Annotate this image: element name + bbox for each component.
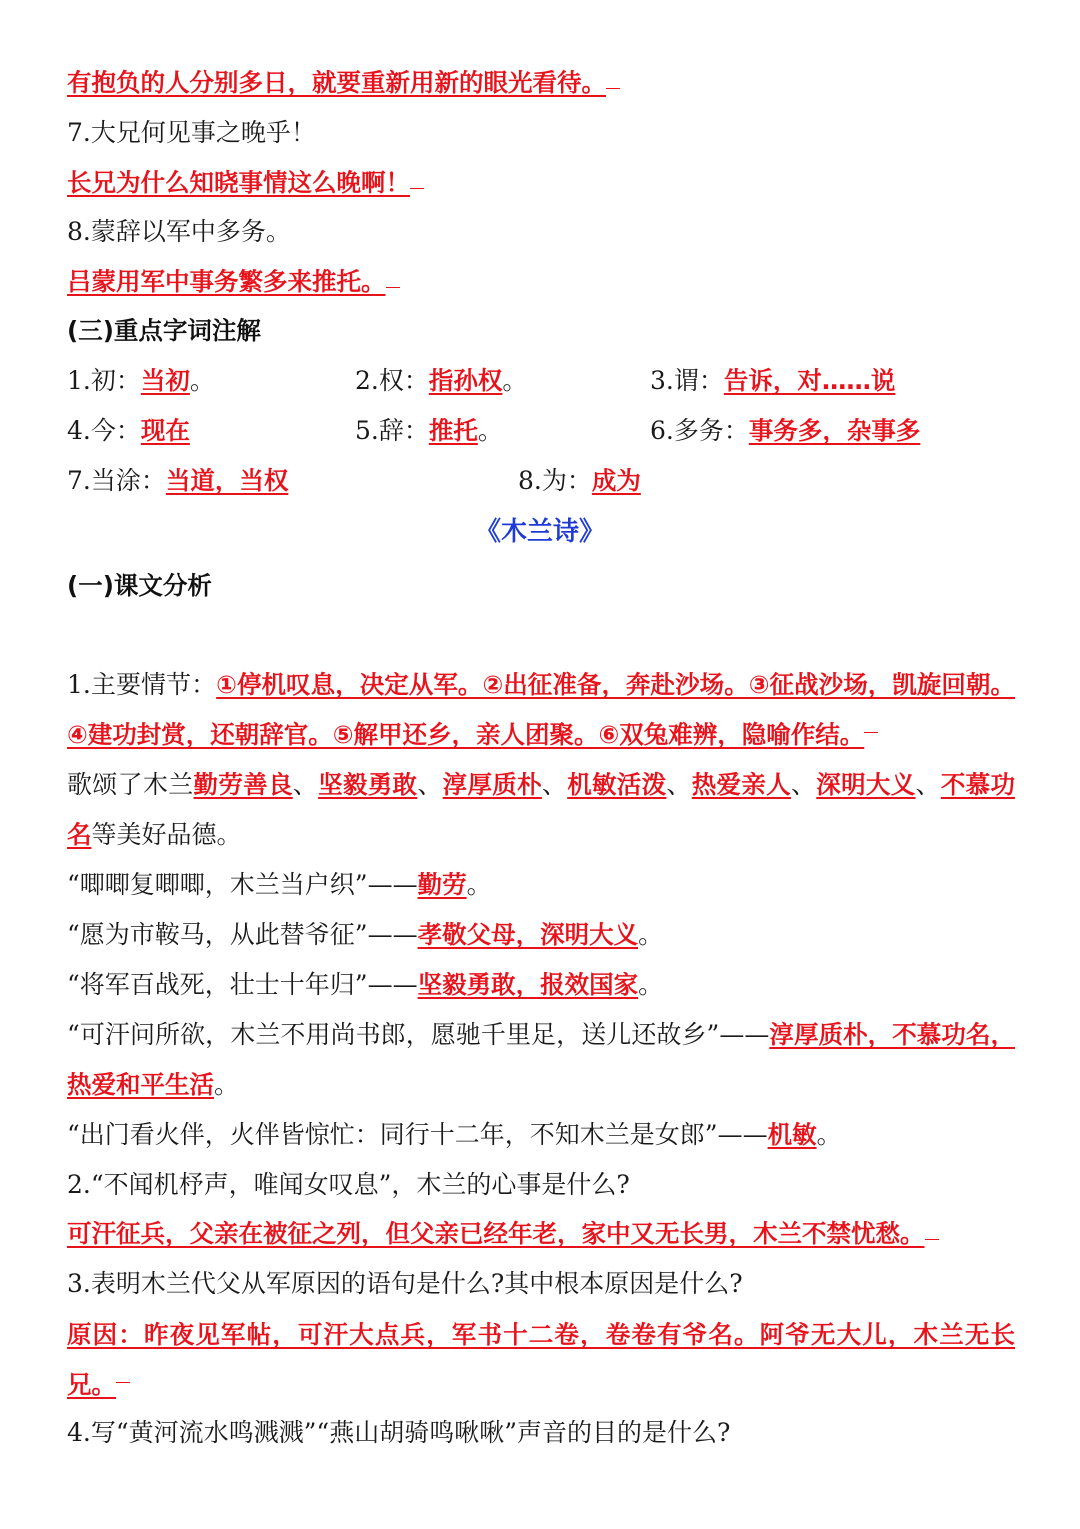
glossary-meaning: 当道，当权 bbox=[165, 466, 289, 495]
quote-text: “愿为市鞍马，从此替爷征”—— bbox=[67, 920, 418, 949]
separator: 、 bbox=[915, 770, 941, 799]
answer-7 bbox=[67, 166, 424, 200]
glossary-meaning: 指孙权 bbox=[428, 366, 503, 395]
underline-tail bbox=[606, 66, 620, 89]
question-7: 7.大兄何见事之晚乎！ bbox=[67, 118, 316, 147]
section-heading-glossary: (三)重点字词注解 bbox=[67, 316, 261, 345]
quote-end: 。 bbox=[638, 970, 664, 999]
glossary-meaning: 告诉，对……说 bbox=[723, 366, 896, 395]
plot-text: ①停机叹息，决定从军。②出征准备，奔赴沙场。③征战沙场，凯旋回朝。④建功封赏，还朝辞官。⑤解甲还乡，亲人团聚。⑥双兔难辨，隐喻作结。 bbox=[67, 670, 1015, 749]
glossary-item bbox=[518, 464, 641, 498]
trait: 淳厚质朴 bbox=[442, 770, 542, 799]
trait: 深明大义 bbox=[816, 770, 916, 799]
answer-text: 可汗征兵，父亲在被征之列，但父亲已经年老，家中又无长男，木兰不禁忧愁。 bbox=[67, 1219, 925, 1248]
glossary-item bbox=[67, 414, 190, 448]
separator: 、 bbox=[666, 770, 692, 799]
plot-paragraph bbox=[67, 660, 1015, 760]
question-3: 3.表明木兰代父从军原因的语句是什么?其中根本原因是什么? bbox=[67, 1269, 743, 1298]
glossary-item bbox=[650, 414, 920, 448]
answer-text: 吕蒙用军中事务繁多来推托。 bbox=[67, 267, 386, 296]
underline-tail bbox=[925, 1217, 939, 1240]
quote-answer: 坚毅勇敢，报效国家 bbox=[417, 970, 639, 999]
underline-tail bbox=[116, 1360, 130, 1383]
answer-8 bbox=[67, 265, 400, 299]
glossary-meaning: 推托 bbox=[428, 416, 478, 445]
glossary-item bbox=[67, 364, 215, 398]
quote-line bbox=[67, 860, 1015, 910]
trait: 坚毅勇敢 bbox=[318, 770, 418, 799]
glossary-term: 7.当涂： bbox=[67, 466, 166, 495]
glossary-term: 4.今： bbox=[67, 416, 141, 445]
glossary-meaning: 事务多，杂事多 bbox=[748, 416, 921, 445]
separator: 、 bbox=[417, 770, 443, 799]
glossary-tail: 。 bbox=[189, 366, 215, 395]
question-4: 4.写“黄河流水鸣溅溅”“燕山胡骑鸣啾啾”声音的目的是什么? bbox=[67, 1418, 731, 1447]
quote-line bbox=[67, 1110, 1015, 1160]
glossary-item bbox=[67, 464, 288, 498]
quote-text: “出门看火伴，火伴皆惊忙：同行十二年，不知木兰是女郎”—— bbox=[67, 1120, 768, 1149]
plot-label: 1.主要情节： bbox=[67, 670, 217, 699]
trait: 不慕功名 bbox=[67, 770, 1015, 849]
separator: 、 bbox=[790, 770, 817, 799]
quote-end: 。 bbox=[214, 1070, 240, 1099]
trait: 勤劳善良 bbox=[193, 770, 293, 799]
glossary-meaning: 现在 bbox=[140, 416, 190, 445]
glossary-item bbox=[355, 414, 503, 448]
quote-line bbox=[67, 1010, 1015, 1110]
quote-answer: 勤劳 bbox=[417, 870, 467, 899]
poem-title: 《木兰诗》 bbox=[474, 517, 605, 547]
question-2: 2.“不闻机杼声，唯闻女叹息”，木兰的心事是什么? bbox=[67, 1170, 630, 1199]
glossary-term: 1.初： bbox=[67, 366, 141, 395]
glossary-term: 5.辞： bbox=[355, 416, 429, 445]
glossary-item bbox=[650, 364, 895, 398]
glossary-tail: 。 bbox=[502, 366, 528, 395]
glossary-term: 6.多务： bbox=[650, 416, 749, 445]
separator: 、 bbox=[541, 770, 568, 799]
trait: 热爱亲人 bbox=[691, 770, 791, 799]
trait: 机敏活泼 bbox=[567, 770, 667, 799]
praise-paragraph bbox=[67, 760, 1015, 860]
praise-prefix: 歌颂了木兰 bbox=[67, 770, 194, 799]
answer-text: 长兄为什么知晓事情这么晚啊！ bbox=[67, 168, 410, 197]
answer-3 bbox=[67, 1310, 1015, 1410]
quote-text: “唧唧复唧唧，木兰当户织”—— bbox=[67, 870, 418, 899]
glossary-term: 2.权： bbox=[355, 366, 429, 395]
quote-answer: 机敏 bbox=[767, 1120, 817, 1149]
glossary-term: 3.谓： bbox=[650, 366, 724, 395]
section-heading-analysis: (一)课文分析 bbox=[67, 571, 212, 600]
praise-suffix: 等美好品德。 bbox=[91, 820, 242, 849]
quote-text: “将军百战死，壮士十年归”—— bbox=[67, 970, 418, 999]
answer-text: 有抱负的人分别多日，就要重新用新的眼光看待。 bbox=[67, 68, 606, 97]
answer-text: 原因：昨夜见军帖，可汗大点兵，军书十二卷，卷卷有爷名。阿爷无大儿，木兰无长兄。 bbox=[67, 1320, 1015, 1399]
underline-tail bbox=[410, 166, 424, 189]
glossary-meaning: 成为 bbox=[591, 466, 641, 495]
answer-line-6 bbox=[67, 66, 620, 100]
quote-end: 。 bbox=[466, 870, 492, 899]
quote-line bbox=[67, 960, 1015, 1010]
quote-end: 。 bbox=[816, 1120, 842, 1149]
glossary-term: 8.为： bbox=[518, 466, 592, 495]
question-8: 8.蒙辞以军中多务。 bbox=[67, 217, 291, 246]
quote-text: “可汗问所欲，木兰不用尚书郎，愿驰千里足，送儿还故乡”—— bbox=[67, 1020, 770, 1049]
answer-2 bbox=[67, 1217, 939, 1251]
quote-end: 。 bbox=[638, 920, 664, 949]
separator: 、 bbox=[292, 770, 319, 799]
quote-answer: 淳厚质朴，不慕功名，热爱和平生活 bbox=[67, 1020, 1016, 1099]
underline-tail bbox=[864, 710, 878, 733]
glossary-meaning: 当初 bbox=[140, 366, 190, 395]
underline-tail bbox=[386, 265, 400, 288]
quote-answer: 孝敬父母，深明大义 bbox=[417, 920, 639, 949]
glossary-item bbox=[355, 364, 527, 398]
glossary-tail: 。 bbox=[477, 416, 503, 445]
quote-line bbox=[67, 910, 1015, 960]
